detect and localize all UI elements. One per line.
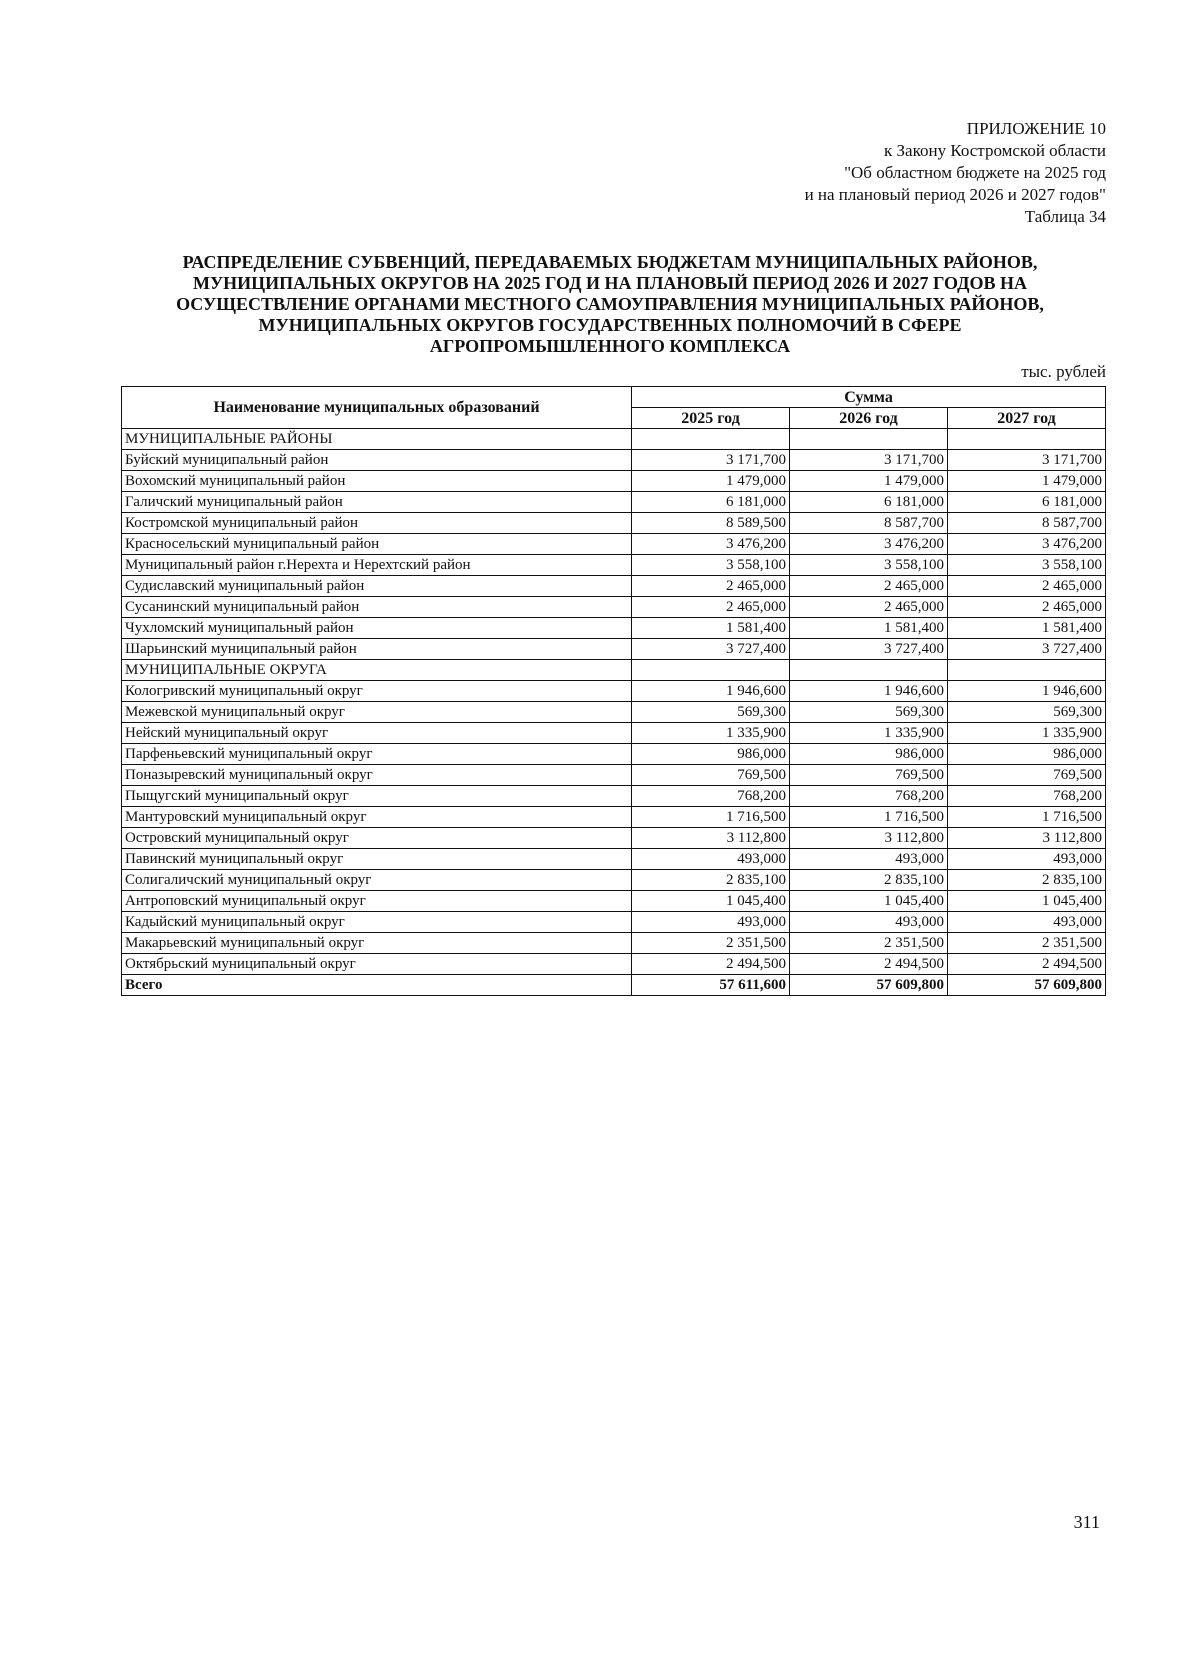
cell-2026: 3 727,400 [790, 639, 948, 660]
cell-2027: 2 465,000 [948, 576, 1106, 597]
table-row [122, 471, 1106, 492]
cell-2026: 1 946,600 [790, 681, 948, 702]
cell-2025: 3 112,800 [632, 828, 790, 849]
cell-2027: 2 465,000 [948, 597, 1106, 618]
cell-name: Чухломский муниципальный район [122, 618, 632, 639]
table-row [122, 513, 1106, 534]
cell-2026: 6 181,000 [790, 492, 948, 513]
table-row [122, 492, 1106, 513]
cell-name: Октябрьский муниципальный округ [122, 954, 632, 975]
cell-2025: 2 494,500 [632, 954, 790, 975]
table-row [122, 555, 1106, 576]
cell-name: Нейский муниципальный округ [122, 723, 632, 744]
cell-name: Шарьинский муниципальный район [122, 639, 632, 660]
cell-name: Солигаличский муниципальный округ [122, 870, 632, 891]
total-label: Всего [122, 975, 632, 996]
cell-name: Павинский муниципальный округ [122, 849, 632, 870]
cell-2027: 3 171,700 [948, 450, 1106, 471]
table-row [122, 828, 1106, 849]
cell-2027: 2 351,500 [948, 933, 1106, 954]
document-title [110, 252, 1110, 357]
cell-name: Макарьевский муниципальный округ [122, 933, 632, 954]
cell-2027: 6 181,000 [948, 492, 1106, 513]
header-2026: 2026 год [790, 408, 948, 429]
table-row [122, 639, 1106, 660]
cell-2026: 768,200 [790, 786, 948, 807]
appendix-number: ПРИЛОЖЕНИЕ 10 [966, 119, 1106, 138]
cell-name: Островский муниципальный округ [122, 828, 632, 849]
cell-2027: 1 716,500 [948, 807, 1106, 828]
cell-2027: 1 045,400 [948, 891, 1106, 912]
cell-2027: 769,500 [948, 765, 1106, 786]
cell-name: Костромской муниципальный район [122, 513, 632, 534]
header-2025: 2025 год [632, 408, 790, 429]
cell-2027 [948, 660, 1106, 681]
cell-2027: 1 581,400 [948, 618, 1106, 639]
cell-2026 [790, 429, 948, 450]
title-line: РАСПРЕДЕЛЕНИЕ СУБВЕНЦИЙ, ПЕРЕДАВАЕМЫХ БЮДЖЕТАМ МУНИЦИПАЛЬНЫХ РАЙОНОВ, [182, 252, 1038, 272]
cell-2027: 569,300 [948, 702, 1106, 723]
cell-2025: 3 558,100 [632, 555, 790, 576]
cell-name: МУНИЦИПАЛЬНЫЕ ОКРУГА [122, 660, 632, 681]
cell-2026: 8 587,700 [790, 513, 948, 534]
table-row [122, 618, 1106, 639]
cell-2025: 1 045,400 [632, 891, 790, 912]
cell-name: Красносельский муниципальный район [122, 534, 632, 555]
cell-name: Антроповский муниципальный округ [122, 891, 632, 912]
table-row [122, 912, 1106, 933]
cell-2027: 3 476,200 [948, 534, 1106, 555]
table-row [122, 870, 1106, 891]
cell-2025: 2 351,500 [632, 933, 790, 954]
cell-2026: 2 351,500 [790, 933, 948, 954]
cell-2026: 569,300 [790, 702, 948, 723]
appendix-header [805, 118, 1106, 228]
cell-2027: 1 479,000 [948, 471, 1106, 492]
cell-2026: 1 045,400 [790, 891, 948, 912]
appendix-law-title: "Об областном бюджете на 2025 год [844, 163, 1106, 182]
cell-2025 [632, 429, 790, 450]
cell-2025: 3 476,200 [632, 534, 790, 555]
cell-2026: 1 716,500 [790, 807, 948, 828]
title-line: ОСУЩЕСТВЛЕНИЕ ОРГАНАМИ МЕСТНОГО САМОУПРАВЛЕНИЯ МУНИЦИПАЛЬНЫХ РАЙОНОВ, [176, 294, 1044, 314]
appendix-law-ref: к Закону Костромской области [884, 141, 1106, 160]
cell-2026 [790, 660, 948, 681]
table-body [122, 429, 1106, 996]
cell-name: МУНИЦИПАЛЬНЫЕ РАЙОНЫ [122, 429, 632, 450]
cell-name: Галичский муниципальный район [122, 492, 632, 513]
table-number: Таблица 34 [1024, 207, 1106, 226]
title-line: МУНИЦИПАЛЬНЫХ ОКРУГОВ ГОСУДАРСТВЕННЫХ ПОЛНОМОЧИЙ В СФЕРЕ [258, 315, 962, 335]
cell-2026: 2 465,000 [790, 597, 948, 618]
cell-name: Судиславский муниципальный район [122, 576, 632, 597]
cell-2026: 1 581,400 [790, 618, 948, 639]
cell-2027: 493,000 [948, 912, 1106, 933]
table-row [122, 702, 1106, 723]
cell-2026: 1 479,000 [790, 471, 948, 492]
cell-2025: 569,300 [632, 702, 790, 723]
table-row [122, 576, 1106, 597]
cell-2026: 2 465,000 [790, 576, 948, 597]
cell-2025: 2 465,000 [632, 576, 790, 597]
cell-name: Вохомский муниципальный район [122, 471, 632, 492]
cell-name: Поназыревский муниципальный округ [122, 765, 632, 786]
cell-2027: 3 558,100 [948, 555, 1106, 576]
cell-2026: 986,000 [790, 744, 948, 765]
cell-2026: 2 494,500 [790, 954, 948, 975]
cell-2025: 493,000 [632, 849, 790, 870]
cell-2026: 3 112,800 [790, 828, 948, 849]
cell-2025: 6 181,000 [632, 492, 790, 513]
cell-name: Буйский муниципальный район [122, 450, 632, 471]
cell-2027: 2 494,500 [948, 954, 1106, 975]
cell-2026: 493,000 [790, 912, 948, 933]
total-2025: 57 611,600 [632, 975, 790, 996]
cell-2027: 986,000 [948, 744, 1106, 765]
cell-2025: 2 465,000 [632, 597, 790, 618]
table-row [122, 765, 1106, 786]
cell-name: Муниципальный район г.Нерехта и Нерехтский район [122, 555, 632, 576]
total-row [122, 975, 1106, 996]
title-line: АГРОПРОМЫШЛЕННОГО КОМПЛЕКСА [429, 336, 791, 356]
table-row [122, 534, 1106, 555]
table-row [122, 660, 1106, 681]
table-row [122, 849, 1106, 870]
cell-2026: 3 171,700 [790, 450, 948, 471]
cell-name: Мантуровский муниципальный округ [122, 807, 632, 828]
table-row [122, 597, 1106, 618]
table-row [122, 744, 1106, 765]
cell-2025: 1 581,400 [632, 618, 790, 639]
total-2026: 57 609,800 [790, 975, 948, 996]
subventions-table [121, 386, 1106, 996]
cell-2025: 1 716,500 [632, 807, 790, 828]
cell-2027: 768,200 [948, 786, 1106, 807]
cell-name: Кадыйский муниципальный округ [122, 912, 632, 933]
cell-2027: 493,000 [948, 849, 1106, 870]
units-label: тыс. рублей [1021, 362, 1106, 381]
cell-2025: 986,000 [632, 744, 790, 765]
cell-2027: 2 835,100 [948, 870, 1106, 891]
cell-2026: 769,500 [790, 765, 948, 786]
appendix-law-title-cont: и на плановый период 2026 и 2027 годов" [804, 185, 1106, 204]
cell-2025: 3 727,400 [632, 639, 790, 660]
cell-2027: 1 946,600 [948, 681, 1106, 702]
cell-2027: 8 587,700 [948, 513, 1106, 534]
cell-2026: 2 835,100 [790, 870, 948, 891]
cell-2025: 3 171,700 [632, 450, 790, 471]
cell-name: Пыщугский муниципальный округ [122, 786, 632, 807]
table-row [122, 429, 1106, 450]
cell-2027: 3 112,800 [948, 828, 1106, 849]
header-name: Наименование муниципальных образований [122, 387, 632, 429]
cell-2026: 3 558,100 [790, 555, 948, 576]
cell-2025: 2 835,100 [632, 870, 790, 891]
cell-2025 [632, 660, 790, 681]
table-row [122, 723, 1106, 744]
cell-2025: 768,200 [632, 786, 790, 807]
cell-2026: 1 335,900 [790, 723, 948, 744]
table-row [122, 450, 1106, 471]
table-row [122, 807, 1106, 828]
cell-2027 [948, 429, 1106, 450]
table-row [122, 954, 1106, 975]
table-row [122, 933, 1106, 954]
cell-2027: 1 335,900 [948, 723, 1106, 744]
title-line: МУНИЦИПАЛЬНЫХ ОКРУГОВ НА 2025 ГОД И НА ПЛАНОВЫЙ ПЕРИОД 2026 И 2027 ГОДОВ НА [192, 273, 1028, 293]
cell-2025: 493,000 [632, 912, 790, 933]
header-2027: 2027 год [948, 408, 1106, 429]
table-row [122, 891, 1106, 912]
table-row [122, 786, 1106, 807]
cell-name: Кологривский муниципальный округ [122, 681, 632, 702]
cell-2026: 493,000 [790, 849, 948, 870]
total-2027: 57 609,800 [948, 975, 1106, 996]
cell-2025: 1 946,600 [632, 681, 790, 702]
cell-name: Парфеньевский муниципальный округ [122, 744, 632, 765]
table-row [122, 681, 1106, 702]
cell-2025: 769,500 [632, 765, 790, 786]
cell-2026: 3 476,200 [790, 534, 948, 555]
cell-2025: 8 589,500 [632, 513, 790, 534]
cell-name: Межевской муниципальный округ [122, 702, 632, 723]
cell-name: Сусанинский муниципальный район [122, 597, 632, 618]
page-number: 311 [1073, 1512, 1100, 1532]
cell-2025: 1 479,000 [632, 471, 790, 492]
cell-2025: 1 335,900 [632, 723, 790, 744]
cell-2027: 3 727,400 [948, 639, 1106, 660]
header-sum: Сумма [632, 387, 1106, 408]
